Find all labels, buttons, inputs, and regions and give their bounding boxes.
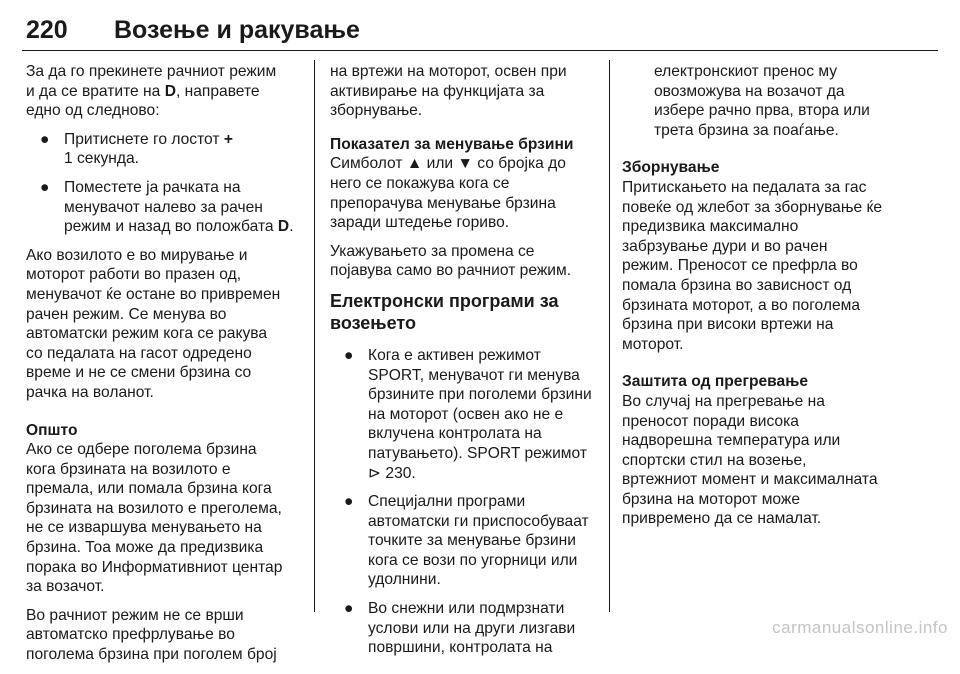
text-line: предизвика максимално bbox=[622, 218, 799, 236]
bullet-icon: ● bbox=[344, 600, 354, 618]
text-line: овозможува на возачот да bbox=[654, 82, 845, 100]
text-line: електронскиот пренос му bbox=[654, 63, 838, 80]
text-line: Укажувањето за промена се bbox=[330, 242, 535, 260]
page-number: 220 bbox=[26, 16, 68, 44]
text-line: за возачот. bbox=[26, 578, 105, 596]
text-line: патувањето). SPORT режимот bbox=[368, 444, 587, 462]
bullet-icon: ● bbox=[344, 346, 354, 364]
text-line: точките за менување брзини bbox=[368, 532, 576, 550]
paragraph bbox=[622, 372, 912, 529]
column-1 bbox=[26, 62, 306, 674]
text-line: автоматски режим кога се ракува bbox=[26, 325, 268, 343]
text-line: премала, или помала брзина кога bbox=[26, 480, 272, 498]
text-line: Притискањето на педалата за гас bbox=[622, 178, 867, 196]
list-item bbox=[330, 492, 604, 590]
paragraph bbox=[622, 158, 912, 354]
paragraph bbox=[26, 62, 306, 121]
text-line: кога се вози по угорници или bbox=[368, 551, 578, 569]
text-line: забрзување дури и во рачен bbox=[622, 237, 828, 255]
list-item bbox=[26, 130, 306, 169]
paragraph bbox=[26, 246, 306, 403]
text-line: вклучена контролата на bbox=[368, 425, 542, 443]
text-line: со педалата на гасот одредено bbox=[26, 344, 252, 362]
text-line: брзина при високи вртежи на bbox=[622, 316, 834, 334]
text-fragment: . bbox=[289, 218, 294, 236]
text-line: едно од следново: bbox=[26, 102, 160, 120]
text-line: режим. Преносот се префрла во bbox=[622, 257, 858, 275]
text-line: моторот. bbox=[622, 335, 684, 353]
text-line bbox=[64, 217, 306, 237]
subheading: Показател за менување брзини bbox=[330, 135, 574, 153]
text-line: брзините при поголеми брзини bbox=[368, 386, 592, 404]
text-line: брзината на возилото е преголема, bbox=[26, 499, 282, 517]
text-line: заради штедење гориво. bbox=[330, 214, 510, 232]
gear-letter: D bbox=[277, 218, 290, 236]
text-line: Во случај на прегревање на bbox=[622, 392, 825, 410]
text-line: надворешна температура или bbox=[622, 432, 841, 450]
text-line: на моторот (освен ако не е bbox=[368, 405, 564, 423]
text-line: Ако возилото е во мирување и bbox=[26, 246, 248, 264]
text-line: порака во Информативниот центар bbox=[26, 558, 283, 576]
bullet-icon: ● bbox=[40, 178, 50, 196]
text-line: моторот работи во празен од, bbox=[26, 266, 242, 284]
text-line: преносот поради висока bbox=[622, 412, 799, 430]
text-line: избере рачно прва, втора или bbox=[654, 102, 870, 120]
text-line: Специјални програми bbox=[368, 493, 526, 511]
text-line: повеќе од жлебот за зборнување ќе bbox=[622, 198, 883, 216]
text-line: менувачот налево за рачен bbox=[64, 198, 263, 216]
text-fragment: режим и назад во положбата bbox=[64, 218, 278, 236]
text-line: привремено да се намалат. bbox=[622, 510, 822, 528]
page-header bbox=[22, 14, 938, 51]
paragraph bbox=[330, 242, 604, 281]
text-line: Ако се одбере поголема брзина bbox=[26, 441, 257, 459]
text-line: на вртежи на моторот, освен при bbox=[330, 63, 567, 80]
text-line: поголема брзина при поголем број bbox=[26, 646, 277, 664]
text-fragment: и да се вратите на bbox=[26, 82, 165, 100]
text-line: помала брзина во зависност од bbox=[622, 276, 852, 294]
paragraph bbox=[330, 135, 604, 233]
text-line: спортски стил на возење, bbox=[622, 451, 807, 469]
text-line bbox=[26, 82, 306, 102]
text-line: возењето bbox=[330, 312, 416, 333]
column-divider bbox=[609, 60, 610, 612]
text-line: трета брзина за поаѓање. bbox=[654, 121, 839, 139]
text-line: Во снежни или подмрзнати bbox=[368, 600, 565, 618]
text-line: 1 секунда. bbox=[64, 150, 139, 168]
watermark: carmanualsonline.info bbox=[772, 618, 948, 637]
column-3 bbox=[622, 62, 912, 538]
text-line: површини, контролата на bbox=[368, 639, 553, 657]
text-line: препорачува менување брзина bbox=[330, 194, 556, 212]
section-heading bbox=[330, 290, 604, 334]
text-line: автоматски ги приспособуваат bbox=[368, 512, 589, 530]
plus-symbol: + bbox=[223, 130, 233, 148]
subheading: Општо bbox=[26, 421, 78, 439]
text-line: брзината моторот, а во поголема bbox=[622, 296, 861, 314]
text-line: Симболот ▲ или ▼ со бројка до bbox=[330, 155, 566, 173]
text-line: појавува само во рачниот режим. bbox=[330, 262, 572, 280]
text-line: вртежниот момент и максималната bbox=[622, 471, 878, 489]
text-line: време и не се смени брзина со bbox=[26, 364, 252, 382]
bullet-icon: ● bbox=[40, 130, 50, 148]
text-fragment: , направете bbox=[175, 82, 260, 100]
text-line: кога брзината на возилото е bbox=[26, 460, 231, 478]
text-line: рачка на воланот. bbox=[26, 383, 154, 401]
subheading: Заштита од прегревање bbox=[622, 373, 809, 391]
text-line bbox=[64, 130, 306, 150]
gear-letter: D bbox=[164, 82, 176, 100]
subheading: Зборнување bbox=[622, 159, 720, 177]
text-line: автоматско префрлување во bbox=[26, 626, 235, 644]
paragraph bbox=[26, 421, 306, 597]
text-fragment: Притиснете го лостот bbox=[64, 130, 224, 148]
text-line: брзина. Тоа може да предизвика bbox=[26, 539, 264, 557]
text-line: брзина на моторот може bbox=[622, 490, 801, 508]
page-title: Возење и ракување bbox=[114, 16, 360, 44]
text-line: удолнини. bbox=[368, 571, 441, 589]
paragraph bbox=[330, 62, 604, 121]
text-line: Електронски програми за bbox=[330, 290, 559, 311]
list-item bbox=[26, 178, 306, 237]
list-item bbox=[330, 599, 604, 658]
text-line: не се изваршува менувањето на bbox=[26, 519, 262, 537]
text-line: рачен режим. Се менува во bbox=[26, 305, 227, 323]
text-line: Во рачниот режим не се врши bbox=[26, 606, 244, 624]
text-line: услови или на други лизгави bbox=[368, 619, 576, 637]
text-line: него се покажува кога се bbox=[330, 174, 510, 192]
bullet-icon: ● bbox=[344, 493, 354, 511]
text-line: Кога е активен режимот bbox=[368, 346, 541, 364]
text-line: SPORT, менувачот ги менува bbox=[368, 366, 580, 384]
list-item bbox=[330, 346, 604, 483]
text-line: менувачот ќе остане во привремен bbox=[26, 285, 281, 303]
page-reference-link[interactable]: ⊳ 230. bbox=[368, 464, 416, 482]
paragraph bbox=[26, 606, 306, 665]
text-line: За да го прекинете рачниот режим bbox=[26, 63, 277, 80]
text-line: зборнување. bbox=[330, 102, 423, 120]
column-2 bbox=[330, 62, 604, 667]
column-divider bbox=[314, 60, 315, 612]
paragraph bbox=[622, 62, 912, 140]
text-line: Поместете ја рачката на bbox=[64, 178, 241, 196]
text-line: активирање на функцијата за bbox=[330, 82, 545, 100]
